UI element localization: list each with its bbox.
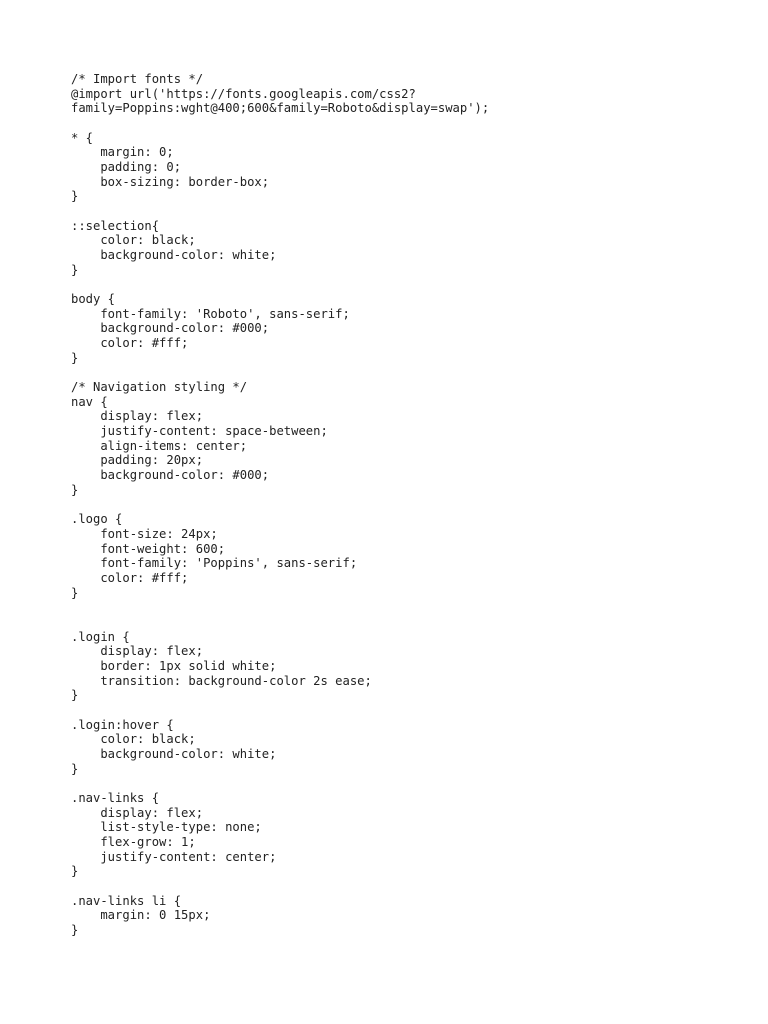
code-line: }: [71, 585, 79, 600]
code-line: .logo {: [71, 512, 123, 527]
code-line: @import url('https://fonts.googleapis.com/css2?: [71, 86, 416, 101]
code-line: background-color: white;: [71, 248, 277, 263]
code-line: family=Poppins:wght@400;600&family=Roboto&display=swap');: [71, 101, 490, 116]
code-line: ::selection{: [71, 218, 160, 233]
code-line: color: black;: [71, 732, 196, 747]
code-line: [71, 703, 489, 718]
code-line: }: [71, 688, 79, 703]
code-line: }: [71, 189, 79, 204]
code-line: [71, 879, 489, 894]
code-line: }: [71, 482, 79, 497]
code-line: color: #fff;: [71, 570, 189, 585]
code-line: background-color: #000;: [71, 321, 270, 336]
code-line: }: [71, 922, 79, 937]
code-line: * {: [71, 130, 94, 145]
code-line: }: [71, 350, 79, 365]
code-line: /* Import fonts */: [71, 72, 204, 86]
code-line: list-style-type: none;: [71, 820, 262, 835]
code-line: box-sizing: border-box;: [71, 174, 270, 189]
code-line: .login:hover {: [71, 717, 174, 732]
code-line: padding: 20px;: [71, 453, 204, 468]
code-line: color: #fff;: [71, 336, 189, 351]
code-listing: [71, 72, 489, 938]
code-line: flex-grow: 1;: [71, 834, 196, 849]
code-line: border: 1px solid white;: [71, 658, 277, 673]
code-line: }: [71, 262, 79, 277]
code-line: /* Navigation styling */: [71, 380, 248, 395]
code-line: font-family: 'Poppins', sans-serif;: [71, 556, 358, 571]
code-line: display: flex;: [71, 644, 204, 659]
code-line: justify-content: space-between;: [71, 424, 328, 439]
code-line: font-family: 'Roboto', sans-serif;: [71, 306, 350, 321]
code-line: [71, 204, 489, 219]
code-line: margin: 0 15px;: [71, 908, 211, 923]
code-line: color: black;: [71, 233, 196, 248]
code-line: transition: background-color 2s ease;: [71, 673, 372, 688]
code-line: .nav-links li {: [71, 893, 182, 908]
code-line: [71, 116, 489, 131]
code-line: justify-content: center;: [71, 849, 277, 864]
code-line: padding: 0;: [71, 160, 182, 175]
code-line: background-color: #000;: [71, 468, 270, 483]
code-line: align-items: center;: [71, 438, 248, 453]
code-line: }: [71, 761, 79, 776]
code-line: [71, 776, 489, 791]
code-line: margin: 0;: [71, 145, 174, 160]
code-line: [71, 615, 489, 630]
code-line: [71, 277, 489, 292]
code-line: font-size: 24px;: [71, 526, 218, 541]
code-line: background-color: white;: [71, 746, 277, 761]
code-line: font-weight: 600;: [71, 541, 226, 556]
code-line: [71, 600, 489, 615]
code-line: }: [71, 864, 79, 879]
code-line: display: flex;: [71, 805, 204, 820]
code-line: [71, 365, 489, 380]
code-line: nav {: [71, 394, 108, 409]
code-line: .login {: [71, 629, 130, 644]
code-line: [71, 497, 489, 512]
code-line: display: flex;: [71, 409, 204, 424]
code-line: body {: [71, 292, 116, 307]
code-line: .nav-links {: [71, 790, 160, 805]
